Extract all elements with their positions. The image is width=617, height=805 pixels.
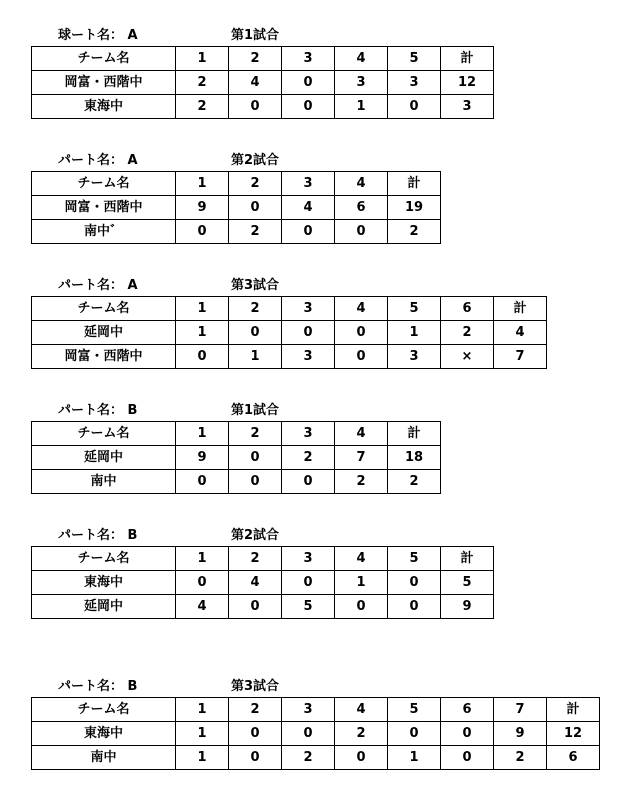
header-cell-inning: 4 (335, 172, 388, 196)
score-table (31, 546, 494, 619)
score-cell: 9 (176, 446, 229, 470)
header-cell-team: チーム名 (32, 547, 176, 571)
team-row (32, 746, 600, 770)
game-block-b2 (31, 526, 494, 619)
header-row (32, 172, 441, 196)
header-row (32, 297, 547, 321)
score-cell: 0 (176, 345, 229, 369)
score-cell: 0 (335, 595, 388, 619)
team-row (32, 196, 441, 220)
score-cell: 2 (176, 95, 229, 119)
header-cell-inning: 5 (388, 297, 441, 321)
header-cell-inning: 2 (229, 47, 282, 71)
score-cell: 0 (229, 470, 282, 494)
header-cell-inning: 1 (176, 698, 229, 722)
header-cell-total: 計 (547, 698, 600, 722)
total-cell: 12 (547, 722, 600, 746)
team-name-cell: 南中 (32, 746, 176, 770)
score-cell: 3 (282, 345, 335, 369)
score-cell: 0 (282, 470, 335, 494)
score-cell: 3 (335, 71, 388, 95)
score-cell: 0 (441, 722, 494, 746)
score-table (31, 171, 441, 244)
score-cell: 4 (229, 571, 282, 595)
team-row (32, 470, 441, 494)
header-cell-total: 計 (388, 422, 441, 446)
total-cell: 18 (388, 446, 441, 470)
header-cell-inning: 4 (335, 698, 388, 722)
score-cell: 0 (282, 71, 335, 95)
team-name-cell: 延岡中 (32, 446, 176, 470)
team-name-cell: 岡富・西階中 (32, 196, 176, 220)
score-cell: 3 (388, 71, 441, 95)
header-cell-total: 計 (388, 172, 441, 196)
score-cell: 1 (335, 95, 388, 119)
header-cell-team: チーム名 (32, 698, 176, 722)
header-cell-total: 計 (441, 547, 494, 571)
header-cell-inning: 1 (176, 547, 229, 571)
score-cell: 0 (229, 446, 282, 470)
score-cell: 0 (335, 746, 388, 770)
score-cell: 0 (176, 470, 229, 494)
score-cell: 1 (335, 571, 388, 595)
header-cell-inning: 3 (282, 47, 335, 71)
header-cell-inning: 2 (229, 698, 282, 722)
total-cell: 2 (388, 220, 441, 244)
score-cell: 2 (282, 746, 335, 770)
header-cell-inning: 3 (282, 422, 335, 446)
team-name-cell: 南中 (32, 470, 176, 494)
score-cell: 0 (229, 722, 282, 746)
score-table (31, 46, 494, 119)
team-name-cell: 東海中 (32, 571, 176, 595)
score-cell: 6 (335, 196, 388, 220)
total-cell: 12 (441, 71, 494, 95)
score-cell: 0 (176, 571, 229, 595)
game-block-a3 (31, 276, 547, 369)
score-cell: 0 (282, 722, 335, 746)
team-row (32, 722, 600, 746)
score-cell: 0 (335, 345, 388, 369)
header-cell-inning: 1 (176, 47, 229, 71)
score-cell: 0 (229, 95, 282, 119)
header-cell-team: チーム名 (32, 172, 176, 196)
header-cell-inning: 1 (176, 297, 229, 321)
header-cell-inning: 5 (388, 47, 441, 71)
score-cell: 1 (388, 746, 441, 770)
score-cell: 2 (229, 220, 282, 244)
score-cell: 0 (335, 220, 388, 244)
game-label: 第3試合 (231, 278, 280, 293)
team-name-cell: 東海中 (32, 95, 176, 119)
score-table (31, 296, 547, 369)
header-cell-inning: 3 (282, 547, 335, 571)
score-cell: 0 (229, 746, 282, 770)
score-table (31, 697, 600, 770)
header-cell-total: 計 (494, 297, 547, 321)
game-label: 第2試合 (231, 528, 280, 543)
header-cell-inning: 4 (335, 547, 388, 571)
score-cell: 0 (282, 321, 335, 345)
team-name-cell: 岡富・西階中 (32, 71, 176, 95)
score-cell: 1 (176, 746, 229, 770)
header-cell-inning: 3 (282, 172, 335, 196)
header-cell-inning: 5 (388, 698, 441, 722)
score-cell: 2 (441, 321, 494, 345)
header-cell-team: チーム名 (32, 422, 176, 446)
header-cell-inning: 4 (335, 47, 388, 71)
game-label: 第2試合 (231, 153, 280, 168)
header-cell-inning: 3 (282, 297, 335, 321)
header-row (32, 47, 494, 71)
team-row (32, 595, 494, 619)
score-cell: 0 (282, 220, 335, 244)
score-cell: 0 (335, 321, 388, 345)
header-cell-inning: 7 (494, 698, 547, 722)
team-name-cell: 延岡中 (32, 321, 176, 345)
team-row (32, 71, 494, 95)
score-cell: 0 (388, 595, 441, 619)
score-cell: 1 (229, 345, 282, 369)
header-cell-inning: 1 (176, 172, 229, 196)
team-name-cell: 南中゛ (32, 220, 176, 244)
score-cell: 1 (176, 321, 229, 345)
header-cell-inning: 2 (229, 422, 282, 446)
header-cell-team: チーム名 (32, 297, 176, 321)
team-name-cell: 東海中 (32, 722, 176, 746)
score-cell: 0 (229, 196, 282, 220)
game-caption (31, 151, 441, 171)
score-cell: 0 (388, 722, 441, 746)
header-cell-inning: 3 (282, 698, 335, 722)
pool-label: パート名： B (58, 679, 138, 694)
total-cell: 7 (494, 345, 547, 369)
header-row (32, 698, 600, 722)
header-cell-inning: 4 (335, 422, 388, 446)
score-cell: 2 (282, 446, 335, 470)
total-cell: 9 (441, 595, 494, 619)
header-cell-team: チーム名 (32, 47, 176, 71)
team-name-cell: 延岡中 (32, 595, 176, 619)
pool-label: パート名： B (58, 528, 138, 543)
score-cell: 9 (494, 722, 547, 746)
team-row (32, 321, 547, 345)
team-name-cell: 岡富・西階中 (32, 345, 176, 369)
team-row (32, 220, 441, 244)
score-cell: 2 (335, 470, 388, 494)
score-cell: × (441, 345, 494, 369)
team-row (32, 571, 494, 595)
game-block-a2 (31, 151, 441, 244)
game-caption (31, 276, 547, 296)
total-cell: 19 (388, 196, 441, 220)
game-block-b1 (31, 401, 441, 494)
score-cell: 4 (229, 71, 282, 95)
game-caption (31, 677, 600, 697)
header-cell-inning: 2 (229, 172, 282, 196)
pool-label: パート名： A (58, 153, 138, 168)
score-cell: 0 (388, 95, 441, 119)
total-cell: 6 (547, 746, 600, 770)
score-cell: 2 (176, 71, 229, 95)
score-cell: 0 (229, 321, 282, 345)
game-caption (31, 526, 494, 546)
header-cell-inning: 4 (335, 297, 388, 321)
game-caption (31, 401, 441, 421)
score-cell: 0 (229, 595, 282, 619)
score-cell: 2 (335, 722, 388, 746)
score-cell: 2 (494, 746, 547, 770)
header-cell-inning: 6 (441, 698, 494, 722)
header-cell-inning: 6 (441, 297, 494, 321)
score-table (31, 421, 441, 494)
score-cell: 0 (388, 571, 441, 595)
header-cell-inning: 2 (229, 297, 282, 321)
header-cell-inning: 1 (176, 422, 229, 446)
header-cell-inning: 2 (229, 547, 282, 571)
header-cell-total: 計 (441, 47, 494, 71)
total-cell: 2 (388, 470, 441, 494)
score-cell: 0 (282, 95, 335, 119)
score-cell: 0 (282, 571, 335, 595)
header-cell-inning: 5 (388, 547, 441, 571)
game-label: 第1試合 (231, 403, 280, 418)
team-row (32, 446, 441, 470)
score-cell: 3 (388, 345, 441, 369)
score-cell: 5 (282, 595, 335, 619)
score-cell: 4 (282, 196, 335, 220)
team-row (32, 345, 547, 369)
team-row (32, 95, 494, 119)
score-cell: 0 (176, 220, 229, 244)
score-cell: 1 (176, 722, 229, 746)
game-caption (31, 26, 494, 46)
game-label: 第1試合 (231, 28, 280, 43)
total-cell: 5 (441, 571, 494, 595)
total-cell: 3 (441, 95, 494, 119)
total-cell: 4 (494, 321, 547, 345)
game-label: 第3試合 (231, 679, 280, 694)
pool-label: パート名： A (58, 278, 138, 293)
score-cell: 9 (176, 196, 229, 220)
game-block-b3 (31, 677, 600, 770)
score-cell: 1 (388, 321, 441, 345)
pool-label: パート名： B (58, 403, 138, 418)
header-row (32, 422, 441, 446)
game-block-a1 (31, 26, 494, 119)
header-row (32, 547, 494, 571)
score-cell: 4 (176, 595, 229, 619)
pool-label: 球ート名： A (58, 28, 138, 43)
score-cell: 7 (335, 446, 388, 470)
score-cell: 0 (441, 746, 494, 770)
